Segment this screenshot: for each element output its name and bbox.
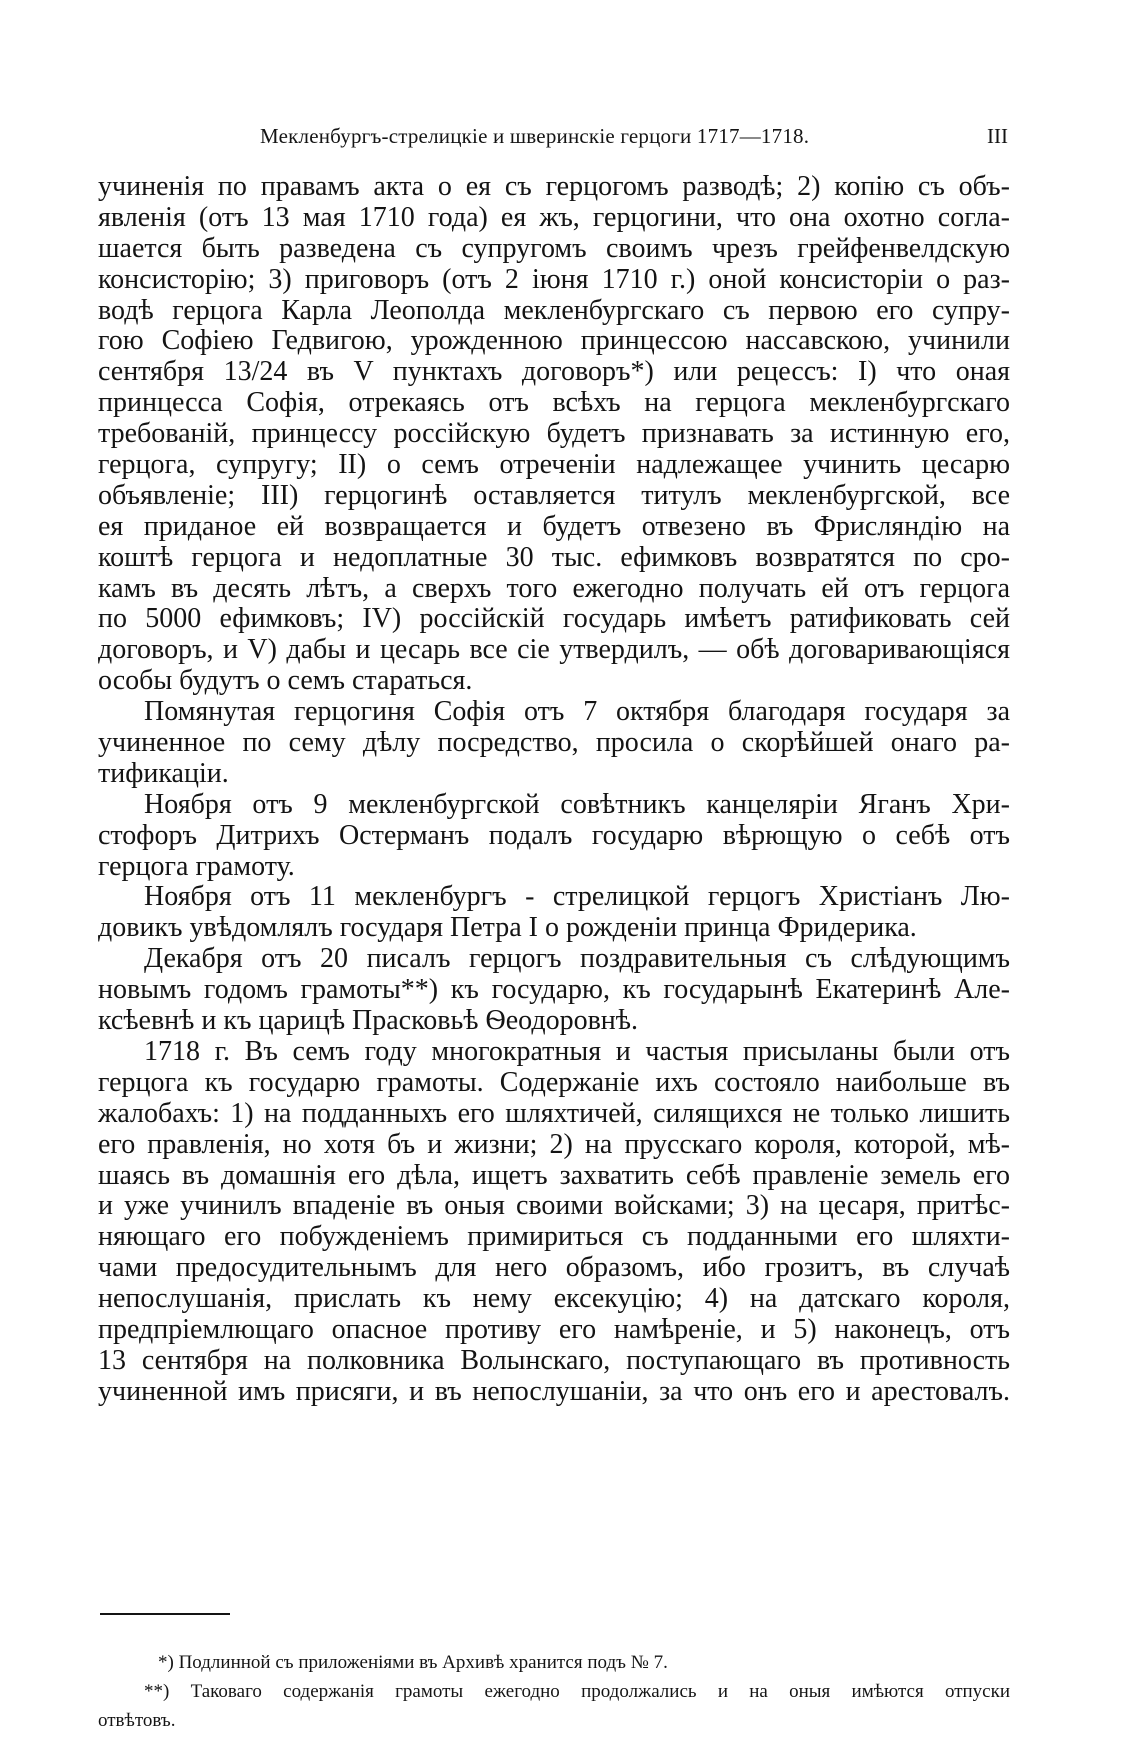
main-text [98, 172, 1010, 1408]
paragraph [98, 697, 1010, 790]
text-line: чами предосудительнымъ для него образомъ, ибо грозитъ, въ случаѣ [98, 1252, 1010, 1284]
text-line: требованій, принцессу россійскую будетъ признавать за истинную его, [98, 418, 1010, 450]
text-line: учиненія по правамъ акта о ея съ герцогомъ разводѣ; 2) копію съ объ- [98, 171, 1010, 202]
text-line: новымъ годомъ грамоты**) къ государю, къ государынѣ Екатеринѣ Але- [98, 974, 1010, 1006]
text-line: консисторію; 3) приговоръ (отъ 2 іюня 1710 г.) оной консисторіи о раз- [98, 263, 1010, 295]
page-number: III [987, 124, 1008, 148]
footnote-line: отвѣтовъ. [98, 1710, 176, 1731]
footnote-separator [100, 1613, 230, 1615]
text-line: герцога къ государю грамоты. Содержаніе ихъ состояло наибольше въ [98, 1066, 1010, 1098]
text-line: гою Софіею Гедвигою, урожденною принцессою нассавскою, учинили [98, 325, 1010, 357]
paragraph [98, 172, 1010, 697]
footnote-line: **) Таковаго содержанія грамоты ежегодно продолжались и на оныя имѣются отпуски [144, 1681, 1010, 1702]
text-line: ксѣевнѣ и къ царицѣ Прасковьѣ Ѳеодоровнѣ. [98, 1005, 638, 1037]
text-line: учиненной имъ присяги, и въ непослушаніи, за что онъ его и арестовалъ. [98, 1375, 1010, 1407]
text-line: объявленіе; III) герцогинѣ оставляется титулъ мекленбургской, все [98, 479, 1010, 511]
text-line: явленія (отъ 13 мая 1710 года) ея жъ, герцогини, что она охотно согла- [98, 201, 1010, 233]
text-line: 1718 г. Въ семъ году многократныя и частыя присыланы были отъ [144, 1035, 1010, 1067]
text-line: по 5000 ефимковъ; IV) россійскій государь имѣетъ ратификовать сей [98, 603, 1010, 635]
text-line: герцога грамоту. [98, 850, 295, 882]
footnote-line: *) Подлинной съ приложеніями въ Архивѣ хранится подъ № 7. [158, 1652, 668, 1673]
text-line: камъ въ десять лѣтъ, а сверхъ того ежегодно получать ей отъ герцога [98, 572, 1010, 604]
text-line: и уже учинилъ впаденіе въ оныя своими войсками; 3) на цесаря, притѣс- [98, 1190, 1010, 1222]
text-line: Ноября отъ 9 мекленбургской совѣтникъ канцеляріи Яганъ Хри- [144, 788, 1010, 820]
text-line: непослушанія, прислать къ нему ексекуцію; 4) на датскаго короля, [98, 1283, 1010, 1315]
paragraph [98, 882, 1010, 944]
text-line: довикъ увѣдомлялъ государя Петра I о рожденіи принца Фридерика. [98, 912, 917, 944]
text-line: коштѣ герцога и недоплатные 30 тыс. ефимковъ возвратятся по сро- [98, 541, 1010, 573]
text-line: предпріемлющаго опасное противу его намѣреніе, и 5) наконецъ, отъ [98, 1313, 1010, 1345]
text-line: сентября 13/24 въ V пунктахъ договоръ*) или рецессъ: I) что оная [98, 356, 1010, 388]
text-line: учиненное по сему дѣлу посредство, просила о скорѣйшей онаго ра- [98, 727, 1010, 759]
text-line: няющаго его побужденіемъ примириться съ подданными его шляхти- [98, 1221, 1010, 1253]
text-line: Ноября отъ 11 мекленбургъ - стрелицкой герцогъ Христіанъ Лю- [144, 881, 1010, 913]
paragraph [98, 790, 1010, 883]
text-line: ея приданое ей возвращается и будетъ отвезено въ Фрисляндію на [98, 510, 1010, 542]
text-line: Помянутая герцогиня Софія отъ 7 октября благодаря государя за [144, 696, 1010, 728]
text-line: стофоръ Дитрихъ Остерманъ подалъ государю вѣрющую о себѣ отъ [98, 819, 1010, 851]
paragraph [98, 1037, 1010, 1408]
text-line: шаясь въ домашнія его дѣла, ищетъ захватить себѣ правленіе земель его [98, 1159, 1010, 1191]
text-line: особы будутъ о семъ стараться. [98, 665, 473, 697]
text-line: 13 сентября на полковника Волынскаго, поступающаго въ противность [98, 1344, 1010, 1376]
running-title: Мекленбургъ-стрелицкіе и шверинскіе герцоги 1717—1718. [260, 124, 810, 148]
running-header [100, 124, 1010, 154]
paragraph [98, 944, 1010, 1037]
footnotes [98, 1648, 1010, 1735]
text-line: жалобахъ: 1) на подданныхъ его шляхтичей, силящихся не только лишить [98, 1097, 1010, 1129]
text-line: принцесса Софія, отрекаясь отъ всѣхъ на герцога мекленбургскаго [98, 387, 1010, 419]
text-line: тификаціи. [98, 757, 229, 789]
text-line: герцога, супругу; II) о семъ отреченіи надлежащее учинить цесарю [98, 449, 1010, 481]
text-line: Декабря отъ 20 писалъ герцогъ поздравительныя съ слѣдующимъ [144, 943, 1010, 975]
text-line: шается быть разведена съ супругомъ своимъ чрезъ грейфенвелдскую [98, 232, 1010, 264]
text-line: его правленія, но хотя бъ и жизни; 2) на прусскаго короля, которой, мѣ- [98, 1128, 1010, 1160]
text-line: водѣ герцога Карла Леополда мекленбургскаго съ первою его супру- [98, 294, 1010, 326]
text-line: договоръ, и V) дабы и цесарь все сіе утвердилъ, — обѣ договаривающіяся [98, 634, 1010, 666]
